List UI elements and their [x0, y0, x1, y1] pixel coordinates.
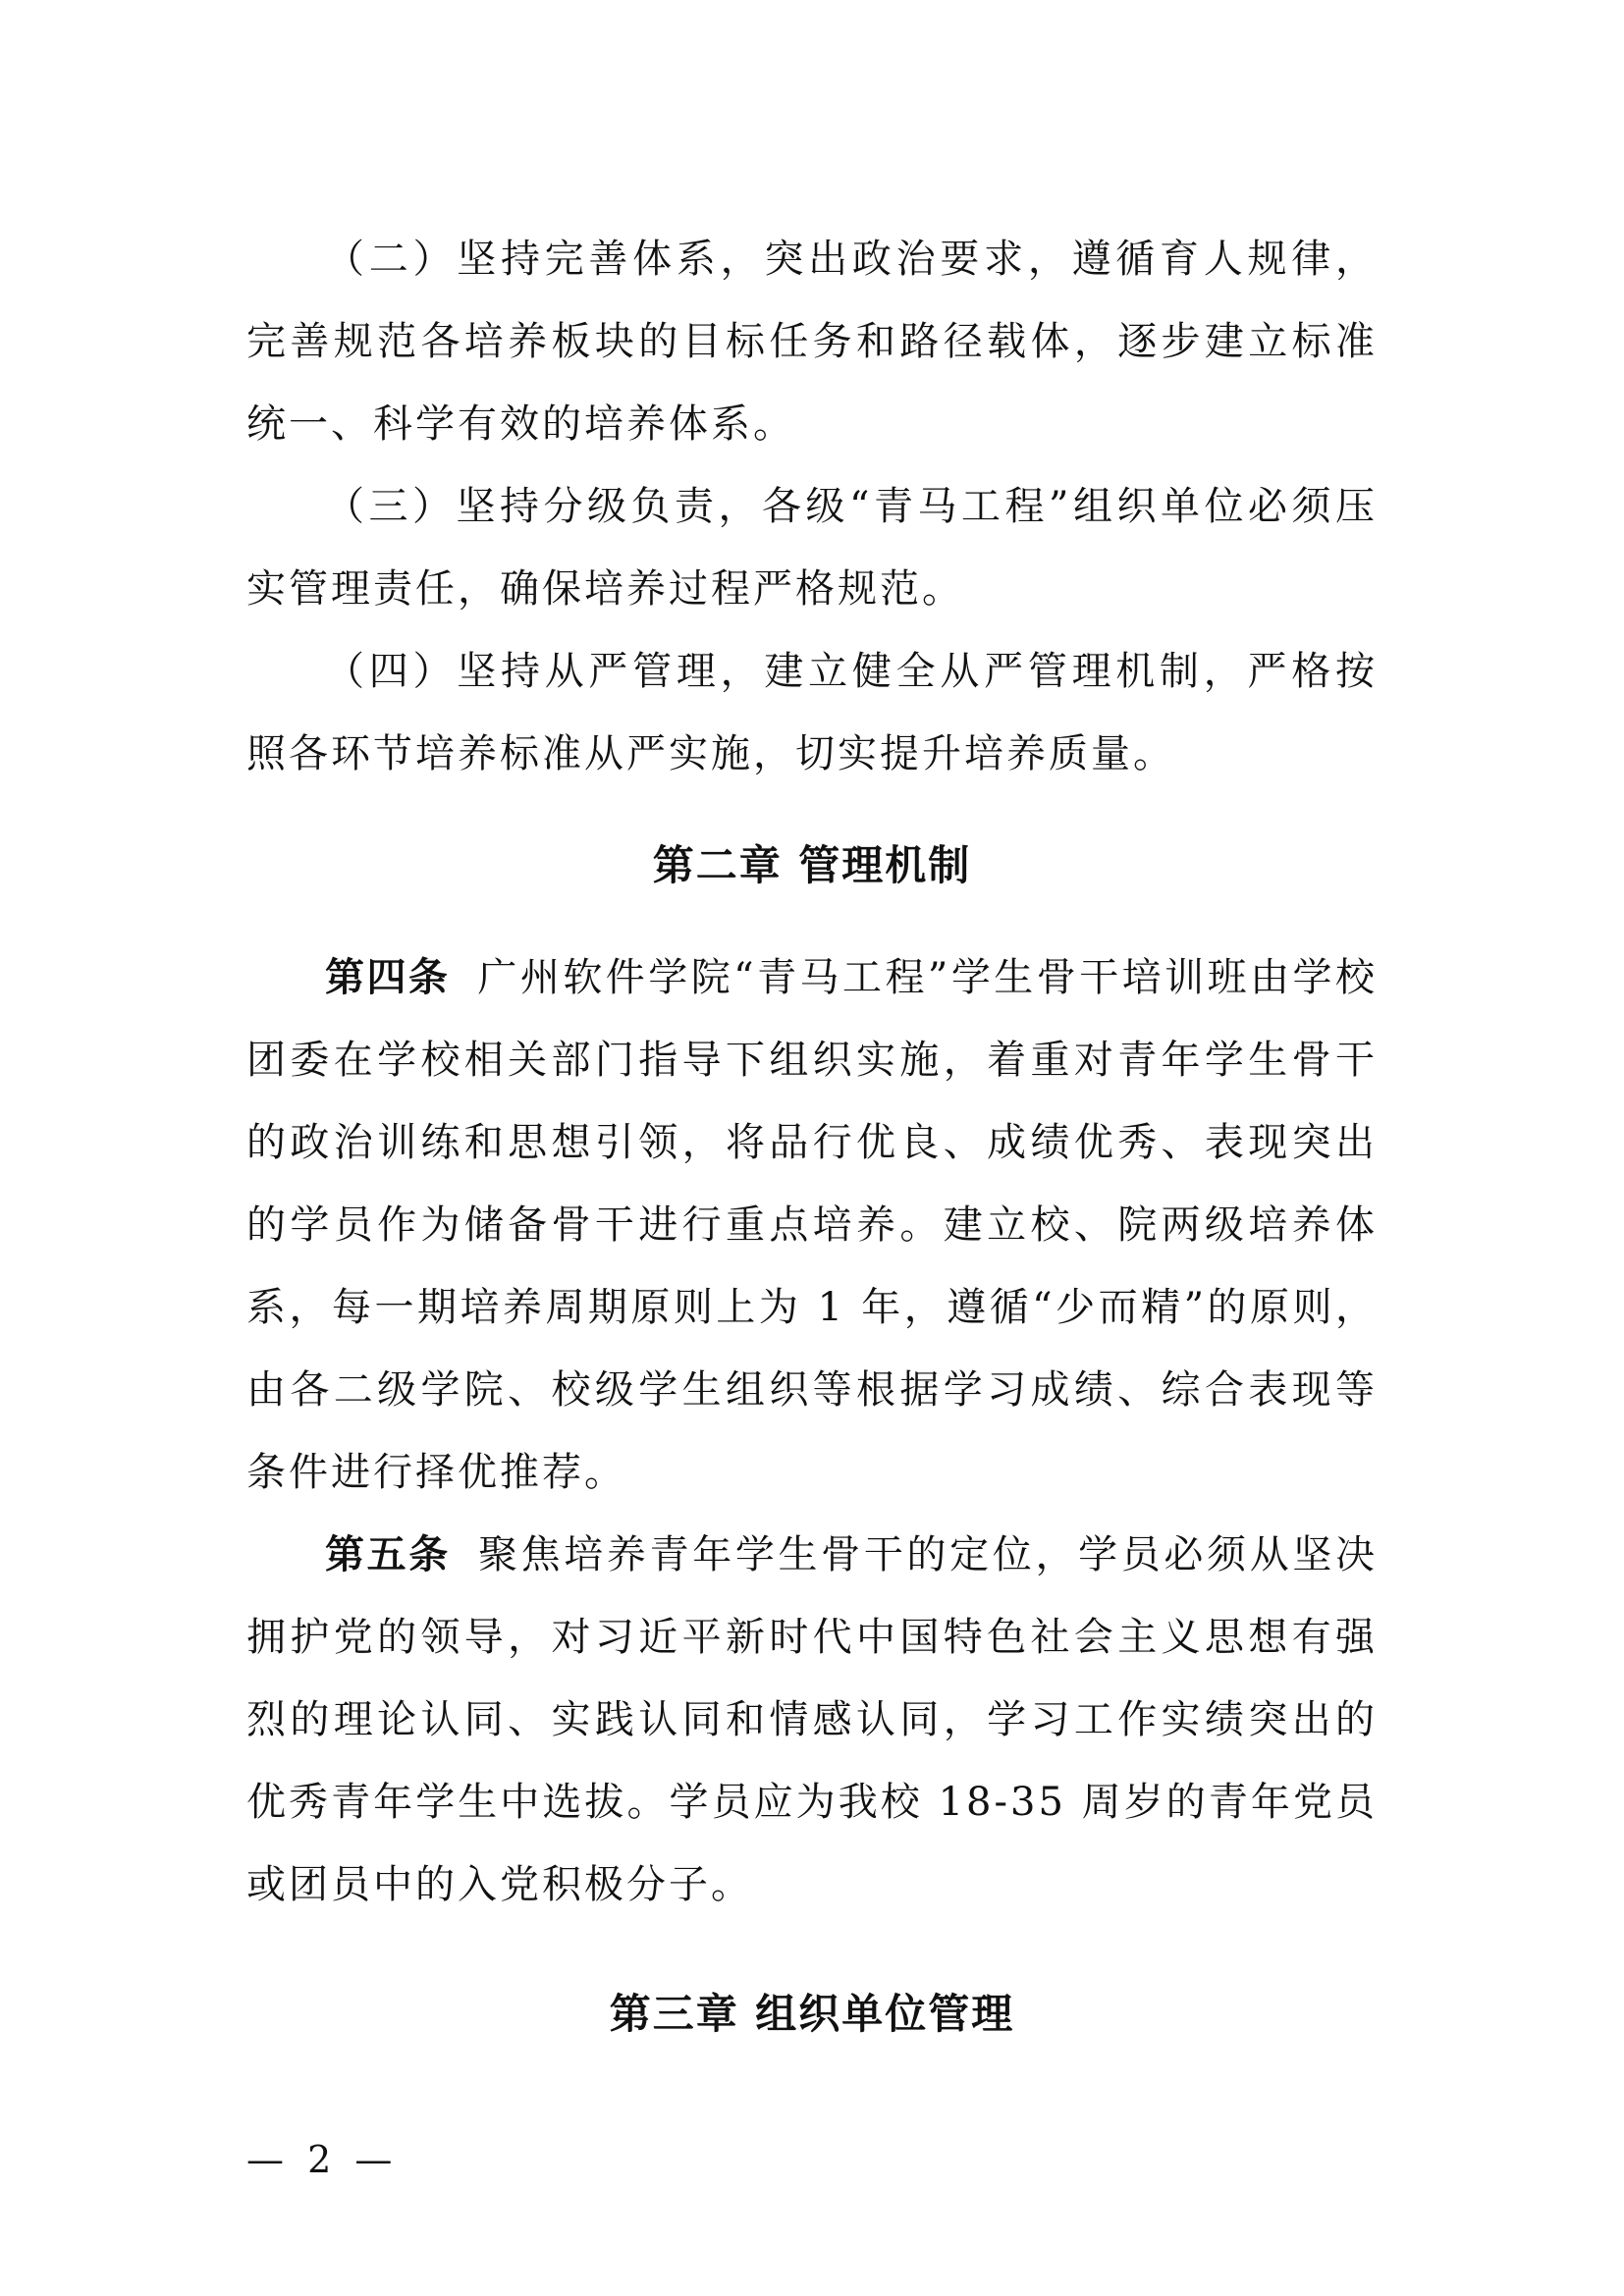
document-body — [246, 218, 1378, 2056]
article-4 — [246, 936, 1378, 1514]
paragraph-principle-2: （二）坚持完善体系，突出政治要求，遵循育人规律，完善规范各培养板块的目标任务和路径载体，逐步建立标准统一、科学有效的培养体系。 — [246, 237, 1378, 447]
article-4-text: 广州软件学院“青马工程”学生骨干培训班由学校团委在学校相关部门指导下组织实施，着重对青年学生骨干的政治训练和思想引领，将品行优良、成绩优秀、表现突出的学员作为储备骨干进行重点培养。建立校、院两级培养体系，每一期培养周期原则上为 1 年，遵循“少而精”的原则，由各二级学院、校级学生组织等根据学习成绩、综合表现等条件进行择优推荐。 — [246, 955, 1378, 1495]
chapter-heading-3: 第三章 组织单位管理 — [609, 1990, 1015, 2038]
article-5-label: 第五条 — [325, 1532, 451, 1577]
article-4-label: 第四条 — [325, 955, 451, 1000]
paragraph-principle-4: （四）坚持从严管理，建立健全从严管理机制，严格按照各环节培养标准从严实施，切实提升培养质量。 — [246, 649, 1378, 776]
article-5-text: 聚焦培养青年学生骨干的定位，学员必须从坚决拥护党的领导，对习近平新时代中国特色社会主义思想有强烈的理论认同、实践认同和情感认同，学习工作实绩突出的优秀青年学生中选拔。学员应为我校 18-35 周岁的青年党员或团员中的入党积极分子。 — [246, 1532, 1379, 1907]
page-number: — 2 — — [246, 2138, 399, 2181]
chapter-heading-2: 第二章 管理机制 — [652, 841, 972, 889]
article-5 — [246, 1514, 1378, 1926]
paragraph-principle-3: （三）坚持分级负责，各级“青马工程”组织单位必须压实管理责任，确保培养过程严格规范。 — [246, 484, 1378, 612]
